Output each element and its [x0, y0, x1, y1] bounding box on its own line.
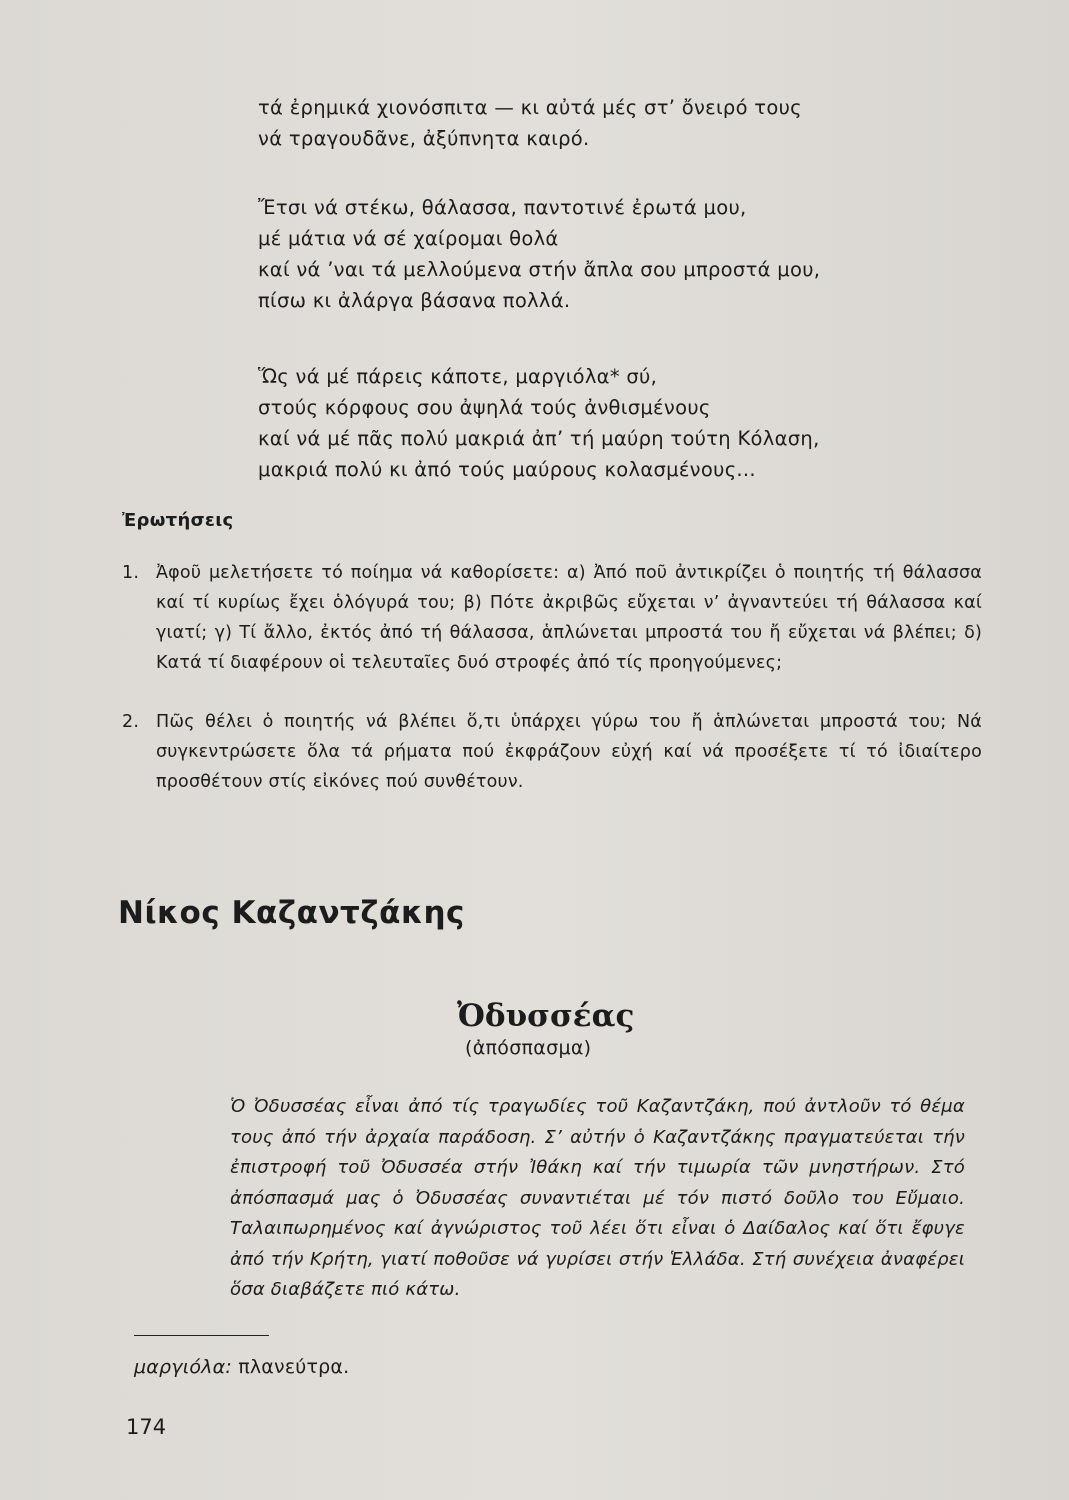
- footnote-divider: [134, 1335, 269, 1336]
- footnote-definition: πλανεύτρα.: [238, 1356, 350, 1378]
- poem-line: στούς κόρφους σου ἀψηλά τούς ἀνθισμένους: [258, 396, 711, 419]
- poem-line: μέ μάτια νά σέ χαίρομαι θολά: [258, 227, 559, 250]
- poem-stanza-1: [258, 92, 802, 154]
- intro-paragraph: Ὁ Ὀδυσσέας εἶναι ἀπό τίς τραγωδίες τοῦ Καζαντζάκη, πού ἀντλοῦν τό θέμα τους ἀπό τήν ἀρχαία παράδοση. Σ’ αὐτήν ὁ Καζαντζάκης πραγματεύεται τήν ἐπιστροφή τοῦ Ὀδυσσέα στήν Ἰθάκη καί τήν τιμωρία τῶν μνηστήρων. Στό ἀπόσπασμά μας ὁ Ὀδυσσέας συναντιέται μέ τόν πιστό δοῦλο του Εὔμαιο. Ταλαιπωρημένος καί ἀγνώριστος τοῦ λέει ὅτι εἶναι ὁ Δαίδαλος καί ὅτι ἔφυγε ἀπό τήν Κρήτη, γιατί ποθοῦσε νά γυρίσει στήν Ἑλλάδα. Στή συνέχεια ἀναφέρει ὅσα διαβάζετε πιό κάτω.: [230, 1096, 965, 1300]
- question-item: [122, 558, 982, 678]
- poem-line: νά τραγουδᾶνε, ἀξύπνητα καιρό.: [258, 127, 590, 150]
- work-title: Ὀδυσσέας: [457, 998, 635, 1034]
- author-heading: Νίκος Καζαντζάκης: [118, 895, 465, 931]
- footnote: [134, 1356, 349, 1378]
- poem-stanza-2: [258, 192, 820, 316]
- question-number: 1.: [122, 563, 140, 583]
- footnote-term: μαργιόλα:: [134, 1356, 232, 1378]
- poem-stanza-3: [258, 361, 820, 485]
- poem-line: Ὥς νά μέ πάρεις κάποτε, μαργιόλα* σύ,: [258, 365, 658, 388]
- question-text: Ἀφοῦ μελετήσετε τό ποίημα νά καθορίσετε: α) Ἀπό ποῦ ἀντικρίζει ὁ ποιητής τή θάλασσα καί τί κυρίως ἔχει ὁλόγυρά του; β) Πότε ἀκριβῶς εὔχεται ν’ ἀγναντεύει τή θάλασσα καί γιατί; γ) Τί ἄλλο, ἐκτός ἀπό τή θάλασσα, ἁπλώνεται μπροστά του ἤ εὔχεται νά βλέπει; δ) Κατά τί διαφέρουν οἱ τελευταῖες δυό στροφές ἀπό τίς προηγούμενες;: [156, 563, 982, 673]
- question-text: Πῶς θέλει ὁ ποιητής νά βλέπει ὅ,τι ὑπάρχει γύρω του ἤ ἁπλώνεται μπροστά του; Νά συγκεντρώσετε ὅλα τά ρήματα πού ἐκφράζουν εὐχή καί νά προσέξετε τί τό ἰδιαίτερο προσθέτουν στίς εἰκόνες πού συνθέτουν.: [156, 712, 982, 792]
- questions-heading: Ἐρωτήσεις: [122, 510, 234, 531]
- work-subtitle: (ἀπόσπασμα): [465, 1037, 592, 1059]
- poem-line: καί νά ’ναι τά μελλούμενα στήν ἄπλα σου μπροστά μου,: [258, 258, 821, 281]
- poem-line: πίσω κι ἀλάργα βάσανα πολλά.: [258, 289, 571, 312]
- page-number: 174: [126, 1415, 167, 1439]
- poem-line: Ἔτσι νά στέκω, θάλασσα, παντοτινέ ἐρωτά μου,: [258, 196, 747, 219]
- poem-line: τά ἐρημικά χιονόσπιτα — κι αὐτά μές στ’ ὄνειρό τους: [258, 96, 802, 119]
- question-number: 2.: [122, 712, 140, 732]
- poem-line: μακριά πολύ κι ἀπό τούς μαύρους κολασμένους...: [258, 458, 756, 481]
- poem-line: καί νά μέ πᾶς πολύ μακριά ἀπ’ τή μαύρη τούτη Κόλαση,: [258, 427, 820, 450]
- question-item: [122, 707, 982, 797]
